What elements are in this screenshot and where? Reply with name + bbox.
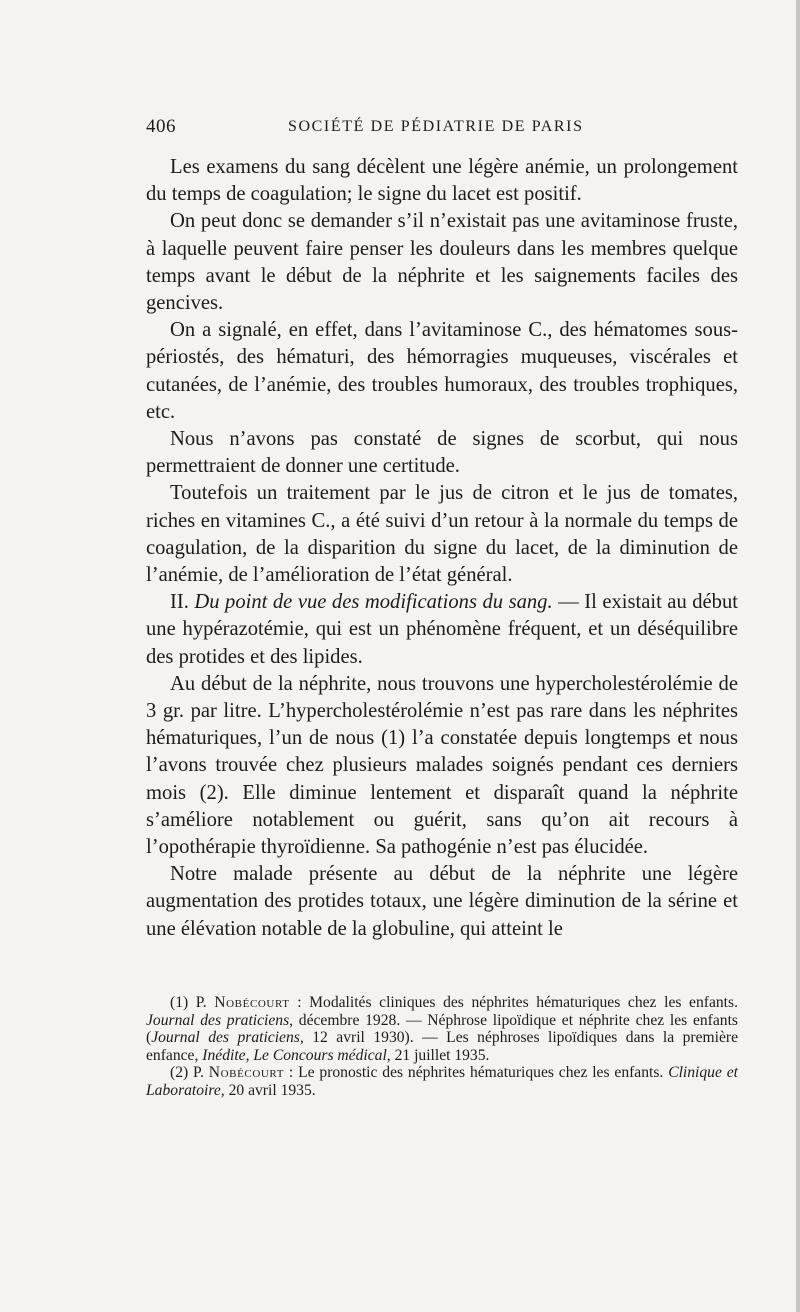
- paragraph: Les examens du sang décèlent une légère anémie, un prolongement du temps de coagulation; le signe du lacet est positif.: [146, 156, 738, 206]
- footnotes: [146, 994, 738, 1100]
- page-number: 406: [146, 116, 176, 137]
- paragraph: Au début de la néphrite, nous trouvons une hypercholestérolémie de 3 gr. par litre. L’hypercholestérolémie n’est pas rare dans les néphrites hématuriques, l’un de nous (1) l’a constatée depuis longtemps et nous l’avons trouvée chez plusieurs malades soignés pendant ces derniers mois (2). Elle diminue lentement et disparaît quand la néphrite s’améliore notablement ou guérit, sans qu’on ait recours à l’opothérapie thyroïdienne. Sa pathogénie n’est pas élucidée.: [146, 672, 738, 859]
- page-header: [146, 116, 738, 144]
- footnote: (1) P. Nobécourt : Modalités cliniques des néphrites hématuriques chez les enfants. Journal des praticiens, décembre 1928. — Néphrose lipoïdique et néphrite chez les enfants (Journal des praticiens, 12 avril 1930). — Les néphroses lipoïdiques dans la première enfance, Inédite, Le Concours médical, 21 juillet 1935.: [146, 994, 739, 1064]
- page-edge: [796, 0, 800, 1312]
- footnote: (2) P. Nobécourt : Le pronostic des néphrites hématuriques chez les enfants. Clinique et Laboratoire, 20 avril 1935.: [146, 1064, 739, 1099]
- section-heading: Du point de vue des modifications du sang.: [194, 591, 553, 614]
- author-name: Nobécourt: [214, 994, 290, 1011]
- paragraph: On a signalé, en effet, dans l’avitaminose C., des hématomes sous-périostés, des hématuri, des hémorragies muqueuses, viscérales et cutanées, de l’anémie, des troubles humoraux, des troubles trophiques, etc.: [146, 319, 738, 423]
- body-text: [146, 154, 738, 943]
- paragraph: Nous n’avons pas constaté de signes de scorbut, qui nous permettraient de donner une certitude.: [146, 428, 738, 478]
- running-title: SOCIÉTÉ DE PÉDIATRIE DE PARIS: [288, 118, 584, 135]
- author-name: Nobécourt: [208, 1064, 285, 1082]
- paragraph: Notre malade présente au début de la néphrite une légère augmentation des protides totaux, une légère diminution de la sérine et une élévation notable de la globuline, qui atteint le: [146, 863, 738, 940]
- paragraph: On peut donc se demander s’il n’existait pas une avitaminose fruste, à laquelle peuvent faire penser les douleurs dans les membres quelque temps avant le début de la néphrite et les saignements faciles des gencives.: [146, 210, 738, 315]
- paragraph: Toutefois un traitement par le jus de citron et le jus de tomates, riches en vitamines C., a été suivi d’un retour à la normale du temps de coagulation, de la disparition du signe du lacet, de la diminution de l’anémie, de l’amélioration de l’état général.: [146, 482, 738, 587]
- paragraph: II. Du point de vue des modifications du sang. — Il existait au début une hypérazotémie, qui est un phénomène fréquent, et un déséquilibre des protides et des lipides.: [146, 591, 738, 668]
